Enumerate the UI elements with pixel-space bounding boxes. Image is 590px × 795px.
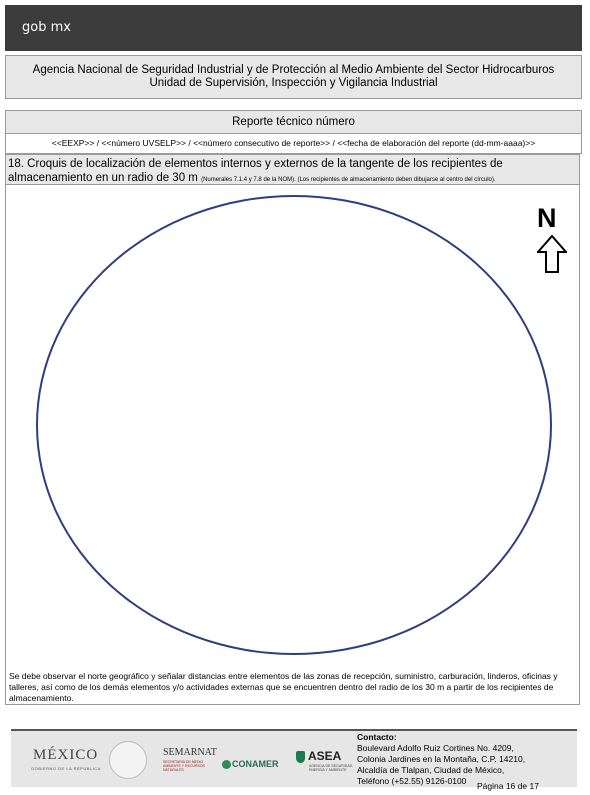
national-seal-icon — [109, 741, 147, 779]
asea-icon — [296, 751, 305, 763]
top-bar — [5, 5, 582, 51]
semarnat-logo: SEMARNAT — [163, 747, 217, 758]
instructions-note: Se debe observar el norte geográfico y señalar distancias entre elementos de las zonas de recepción, suministro, carburación, linderos, oficinas y talleres, así como de los demás elementos y/o actividades externas que se encuentren dentro del radio de los 30 m a partir de los recipientes de almacenamiento. — [9, 671, 558, 703]
section-note: (Numerales 7.1.4 y 7.8 de la NOM). (Los recipientes de almacenamiento deben dibujarse al centro del círculo). — [201, 177, 496, 183]
sketch-area[interactable] — [5, 185, 580, 705]
semarnat-sub: SECRETARÍA DE MEDIO AMBIENTE Y RECURSOS NATURALES — [163, 760, 205, 772]
contact-line: Boulevard Adolfo Ruiz Cortines No. 4209, — [357, 743, 514, 753]
mexico-logo-sub: GOBIERNO DE LA REPÚBLICA — [31, 766, 101, 771]
agency-header — [5, 55, 582, 99]
radius-circle — [36, 195, 552, 655]
asea-sub: AGENCIA DE SEGURIDAD, ENERGÍA Y AMBIENTE — [309, 764, 354, 772]
conamer-logo: CONAMER — [222, 759, 279, 769]
contact-line: Alcaldía de Tlalpan, Ciudad de México, — [357, 765, 505, 775]
report-reference: <<EEXP>> / <<número UVSELP>> / <<número consecutivo de reporte>> / <<fecha de elaboración del reporte (dd-mm-aaaa)>> — [5, 134, 582, 154]
agency-unit: Unidad de Supervisión, Inspección y Vigilancia Industrial — [149, 77, 438, 89]
report-title: Reporte técnico número — [5, 110, 582, 134]
page-number: Página 16 de 17 — [477, 781, 539, 791]
contact-line: Colonia Jardines en la Montaña, C.P. 14210, — [357, 754, 526, 764]
contact-line: Teléfono (+52.55) 9126-0100 — [357, 776, 467, 786]
section-title: 18. Croquis de localización de elementos internos y externos de la tangente de los recipientes de almacenamiento en un radio de 30 m — [8, 158, 503, 184]
agency-name: Agencia Nacional de Seguridad Industrial y de Protección al Medio Ambiente del Sector Hidrocarburos — [32, 64, 555, 76]
conamer-icon — [222, 760, 231, 769]
north-arrow-icon — [537, 235, 567, 273]
footer — [11, 729, 577, 787]
north-label: N — [537, 203, 557, 233]
contact-block — [357, 732, 525, 787]
section-heading — [5, 154, 580, 185]
gob-mx-logo: gob mx — [22, 20, 71, 35]
asea-logo: ASEA — [296, 749, 341, 763]
mexico-logo: MÉXICO — [33, 747, 99, 763]
contact-title: Contacto: — [357, 732, 397, 742]
